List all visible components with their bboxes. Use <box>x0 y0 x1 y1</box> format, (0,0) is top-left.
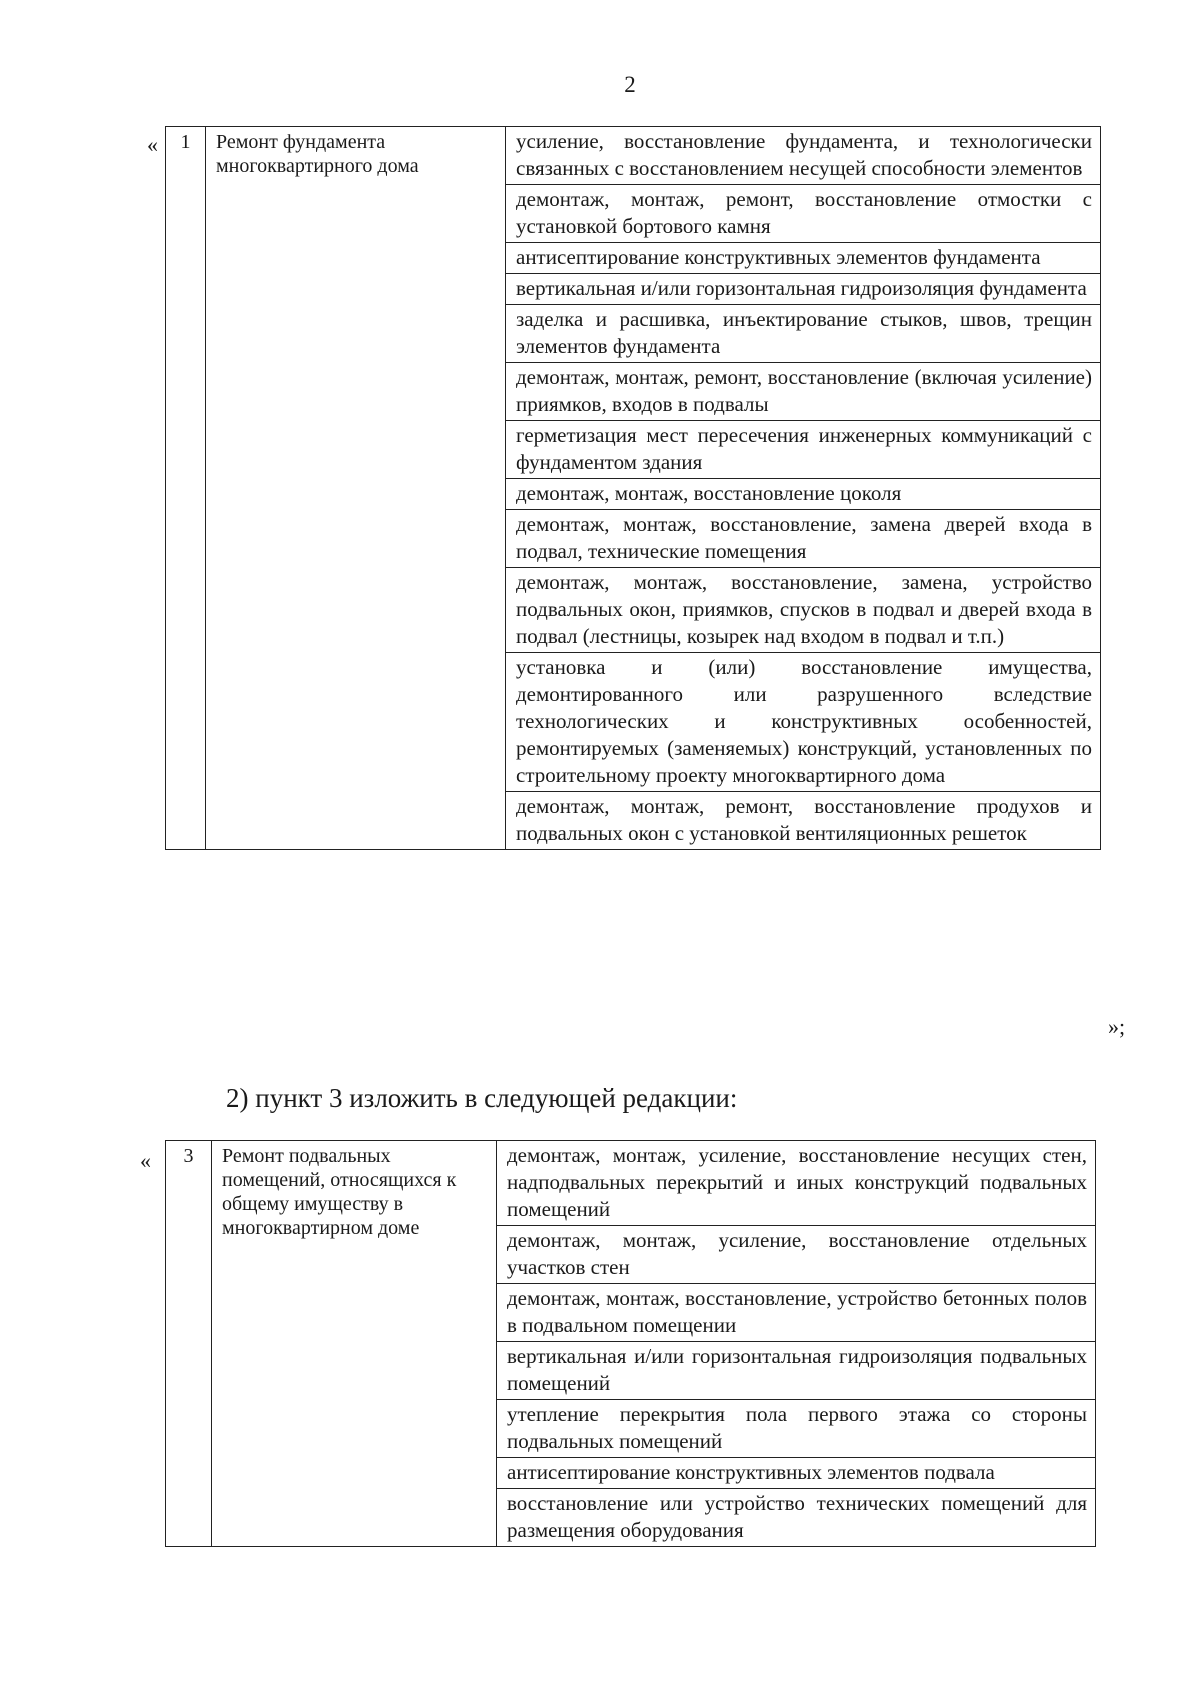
work-type-name: Ремонт подвальных помещений, относящихся к общему имуществу в многоквартирном доме <box>212 1141 497 1547</box>
work-item: восстановление или устройство технических помещений для размещения оборудования <box>507 1491 1087 1542</box>
work-item: антисептирование конструктивных элементов подвала <box>497 1458 1095 1489</box>
work-item: демонтаж, монтаж, восстановление, устройство бетонных полов в подвальном помещении <box>497 1284 1095 1342</box>
work-item: демонтаж, монтаж, ремонт, восстановление продухов и подвальных окон с установкой вентиляционных решеток <box>516 794 1092 845</box>
row-number: 1 <box>166 127 206 850</box>
work-item: утепление перекрытия пола первого этажа со стороны подвальных помещений <box>497 1400 1095 1458</box>
work-table-2 <box>165 1140 1096 1547</box>
work-item: демонтаж, монтаж, усиление, восстановление отдельных участков стен <box>497 1226 1095 1284</box>
row-number: 3 <box>166 1141 212 1547</box>
work-item: антисептирование конструктивных элементов фундамента <box>506 243 1100 274</box>
amendment-instruction: 2) пункт 3 изложить в следующей редакции: <box>226 1083 738 1113</box>
works-list <box>506 127 1101 850</box>
closing-quote: »; <box>1108 1014 1126 1039</box>
work-item: установка и (или) восстановление имущества, демонтированного или разрушенного вследствие технологических и конструктивных особенностей, ремонтируемых (заменяемых) конструкций, установленных по строительному проекту многоквартирного дома <box>506 653 1100 792</box>
opening-quote: « <box>147 132 158 157</box>
work-item: заделка и расшивка, инъектирование стыков, швов, трещин элементов фундамента <box>506 305 1100 363</box>
work-item: демонтаж, монтаж, восстановление, замена дверей входа в подвал, технические помещения <box>506 510 1100 568</box>
work-item: вертикальная и/или горизонтальная гидроизоляция подвальных помещений <box>497 1342 1095 1400</box>
work-item: демонтаж, монтаж, восстановление цоколя <box>506 479 1100 510</box>
work-table-1 <box>165 126 1101 850</box>
opening-quote: « <box>140 1148 151 1173</box>
work-item: вертикальная и/или горизонтальная гидроизоляция фундамента <box>506 274 1100 305</box>
work-item: герметизация мест пересечения инженерных коммуникаций с фундаментом здания <box>506 421 1100 479</box>
works-list <box>497 1141 1096 1547</box>
work-type-name: Ремонт фундамента многоквартирного дома <box>206 127 506 850</box>
table-row <box>166 127 1101 850</box>
work-item: усиление, восстановление фундамента, и технологически связанных с восстановлением несущей способности элементов <box>506 127 1100 185</box>
page-number: 2 <box>624 72 636 97</box>
table-row <box>166 1141 1096 1547</box>
work-item: демонтаж, монтаж, ремонт, восстановление (включая усиление) приямков, входов в подвалы <box>506 363 1100 421</box>
work-item: демонтаж, монтаж, усиление, восстановление несущих стен, надподвальных перекрытий и иных конструкций подвальных помещений <box>497 1141 1095 1226</box>
work-item: демонтаж, монтаж, восстановление, замена, устройство подвальных окон, приямков, спусков в подвал и дверей входа в подвал (лестницы, козырек над входом в подвал и т.п.) <box>506 568 1100 653</box>
work-item: демонтаж, монтаж, ремонт, восстановление отмостки с установкой бортового камня <box>506 185 1100 243</box>
